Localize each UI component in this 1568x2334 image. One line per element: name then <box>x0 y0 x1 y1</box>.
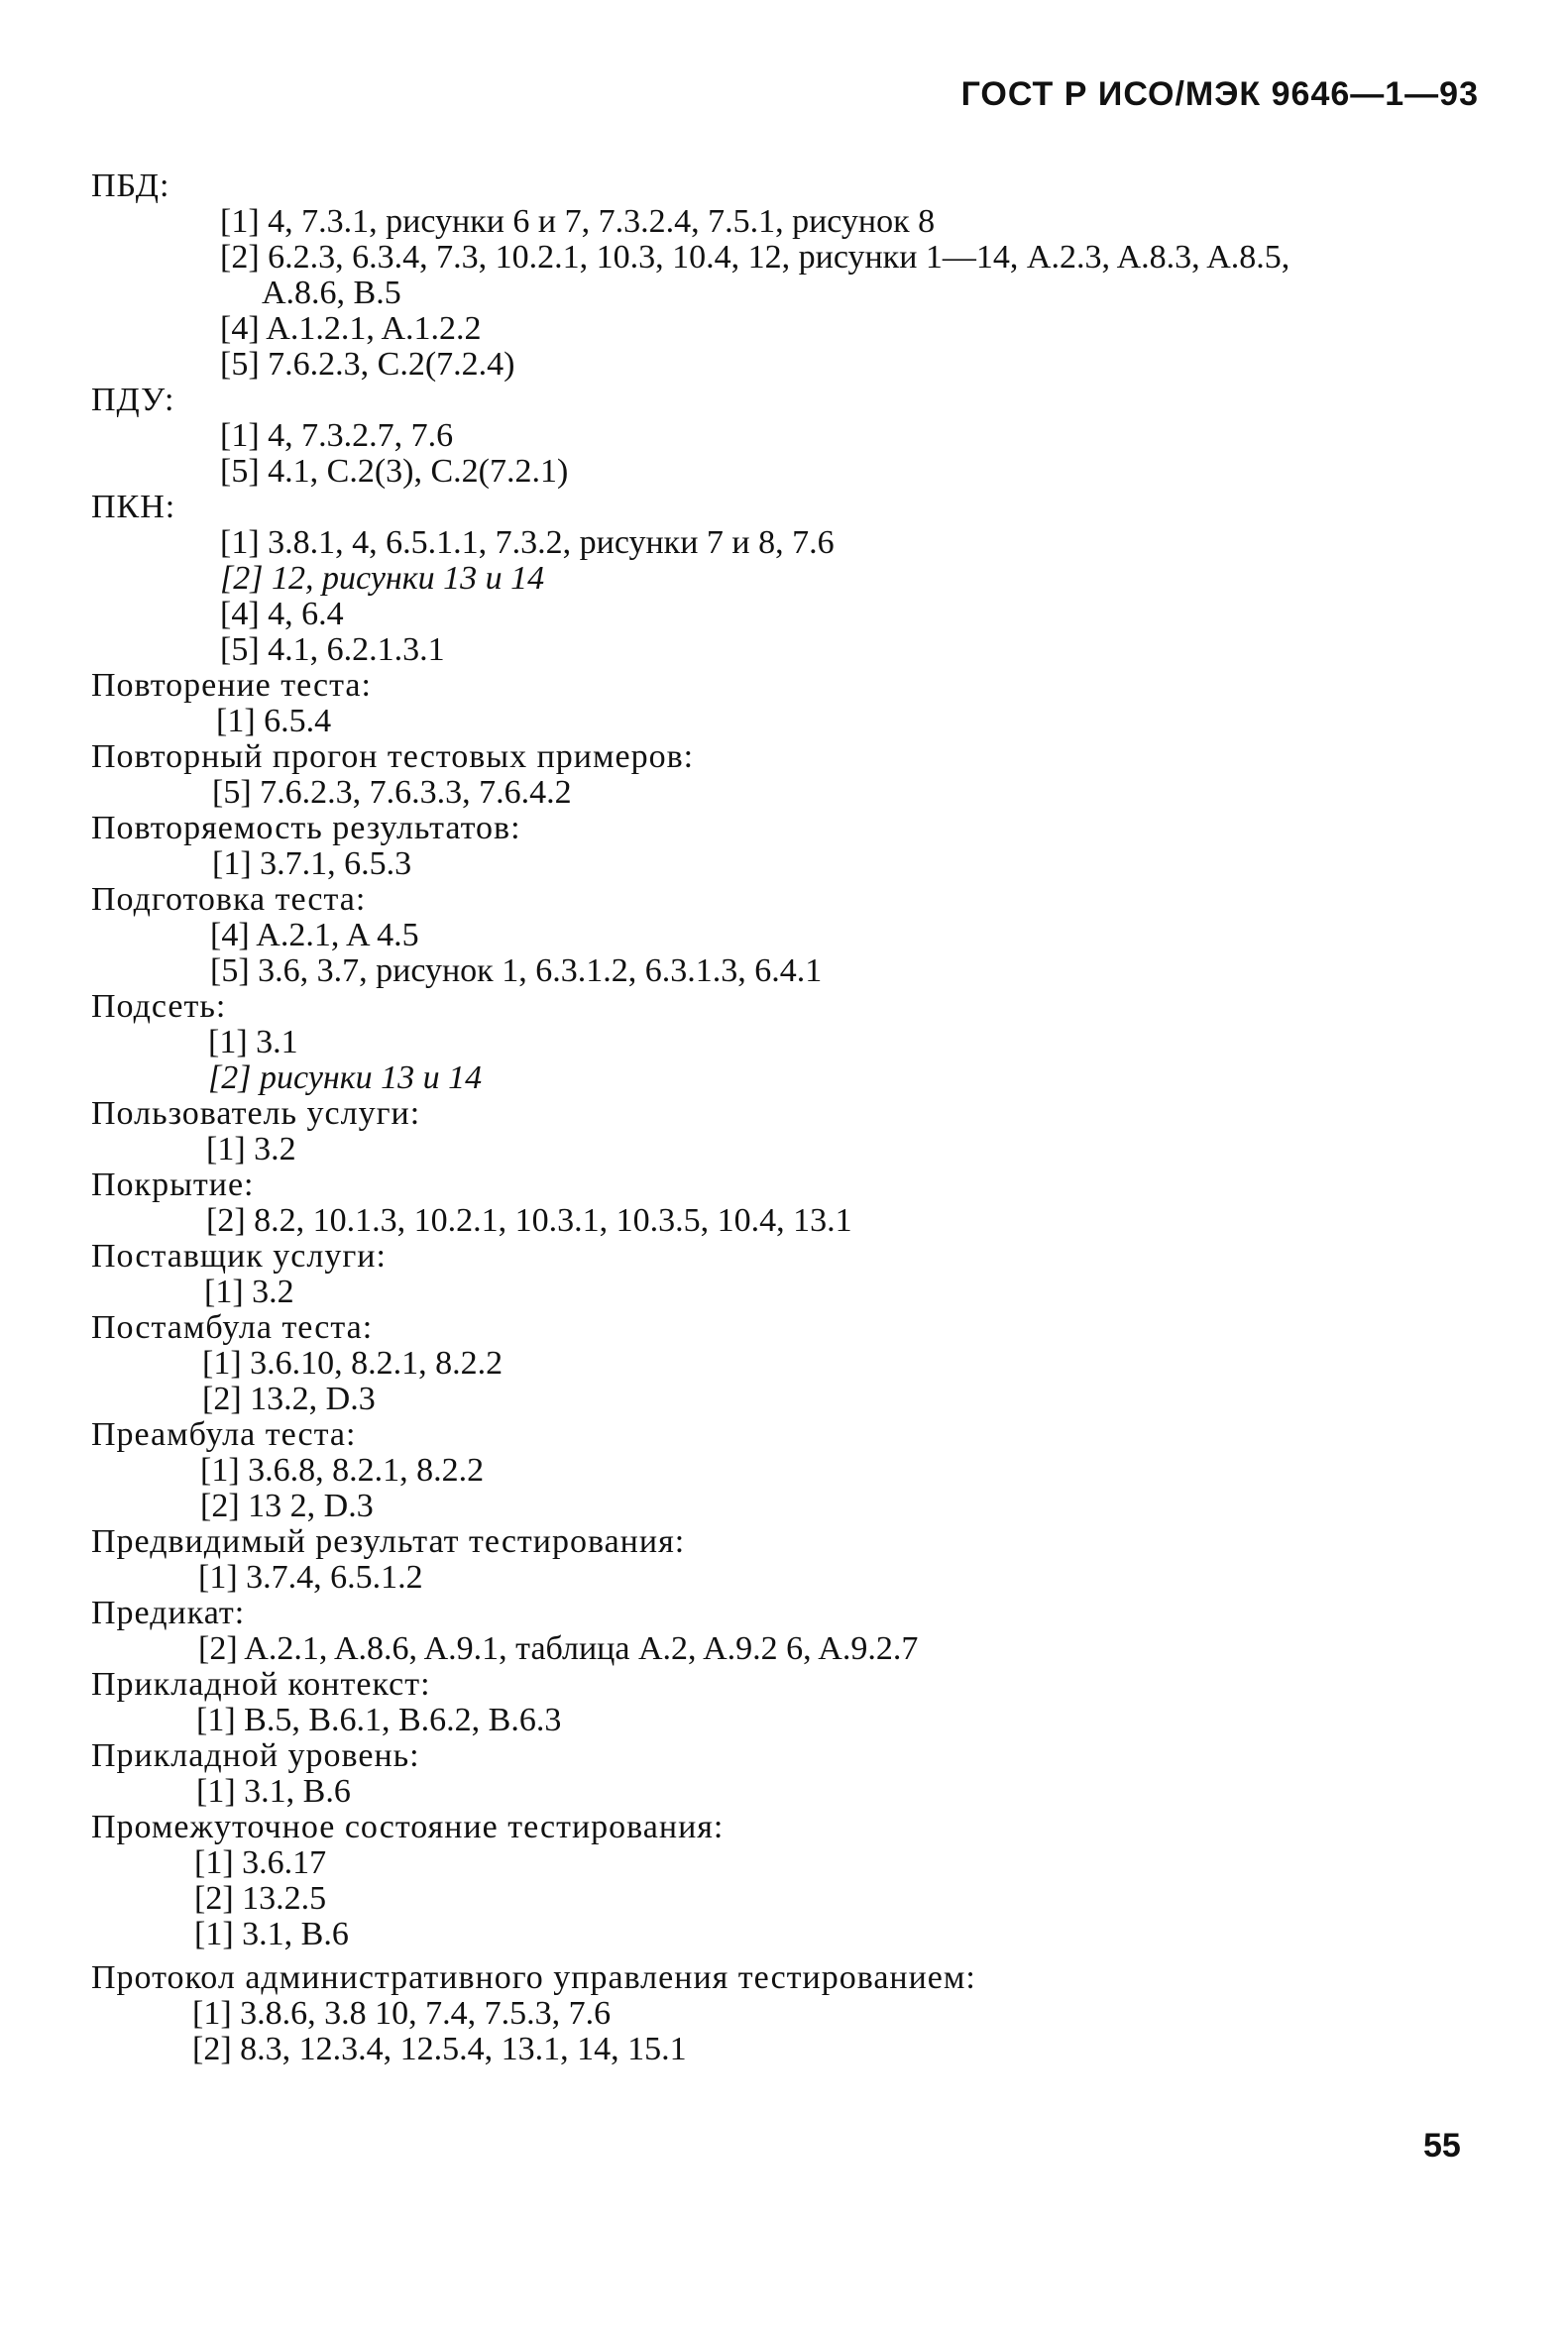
index-entry <box>91 490 1499 668</box>
index-reference-continuation: A.8.6, B.5 <box>262 275 401 311</box>
index-reference: [2] 13.2.5 <box>194 1880 327 1917</box>
index-reference: [4] 4, 6.4 <box>220 596 344 632</box>
index-reference: [2] 8.2, 10.1.3, 10.2.1, 10.3.1, 10.3.5, 10.4, 13.1 <box>206 1202 852 1239</box>
index-term: Прикладной контекст: <box>91 1666 431 1703</box>
index-term: Покрытие: <box>91 1167 255 1203</box>
index-term: Промежуточное состояние тестирования: <box>91 1809 725 1845</box>
index-reference: [4] A.2.1, A 4.5 <box>210 917 419 953</box>
index-term: ПДУ: <box>91 382 175 418</box>
index-entry <box>91 882 1499 989</box>
index-reference: [2] рисунки 13 и 14 <box>208 1059 483 1096</box>
index-reference: [2] 8.3, 12.3.4, 12.5.4, 13.1, 14, 15.1 <box>192 2031 687 2067</box>
document-header: ГОСТ Р ИСО/МЭК 9646—1—93 <box>960 75 1479 113</box>
subject-index <box>91 168 1499 2067</box>
index-reference: [2] 13 2, D.3 <box>200 1488 374 1524</box>
index-term: Повторение теста: <box>91 667 372 704</box>
index-reference: [2] 13.2, D.3 <box>202 1381 376 1417</box>
index-entry <box>91 989 1499 1096</box>
index-entry <box>91 1417 1499 1524</box>
index-term: Пользователь услуги: <box>91 1095 421 1132</box>
index-term: Повторный прогон тестовых примеров: <box>91 738 695 775</box>
index-term: Протокол административного управления тестированием: <box>91 1959 976 1996</box>
index-term: Подготовка теста: <box>91 881 367 918</box>
index-reference: [1] 3.1 <box>208 1024 298 1060</box>
index-reference: [1] 4, 7.3.2.7, 7.6 <box>220 417 454 454</box>
index-reference: [5] 7.6.2.3, 7.6.3.3, 7.6.4.2 <box>212 774 572 811</box>
index-reference: [1] 3.2 <box>206 1131 296 1167</box>
index-term: Прикладной уровень: <box>91 1737 420 1774</box>
index-term: ПКН: <box>91 489 176 525</box>
index-reference: [1] 3.7.1, 6.5.3 <box>212 845 412 882</box>
index-term: Постамбула теста: <box>91 1309 374 1346</box>
index-term: Предикат: <box>91 1595 246 1631</box>
index-entry <box>91 1167 1499 1239</box>
index-reference: [2] 12, рисунки 13 и 14 <box>220 560 545 597</box>
index-entry <box>91 1524 1499 1596</box>
index-term: Подсеть: <box>91 988 227 1025</box>
index-reference: [1] 3.8.1, 4, 6.5.1.1, 7.3.2, рисунки 7 и 8, 7.6 <box>220 524 835 561</box>
index-reference: [5] 4.1, 6.2.1.3.1 <box>220 631 445 668</box>
index-reference: [1] 3.1, B.6 <box>196 1773 351 1810</box>
index-entry <box>91 739 1499 811</box>
index-reference: [1] 3.8.6, 3.8 10, 7.4, 7.5.3, 7.6 <box>192 1995 612 2032</box>
index-entry <box>91 1096 1499 1167</box>
index-reference: [4] A.1.2.1, A.1.2.2 <box>220 310 482 347</box>
index-entry <box>91 668 1499 739</box>
index-reference: [1] 4, 7.3.1, рисунки 6 и 7, 7.3.2.4, 7.5.1, рисунок 8 <box>220 203 936 240</box>
index-reference: [5] 3.6, 3.7, рисунок 1, 6.3.1.2, 6.3.1.3, 6.4.1 <box>210 952 823 989</box>
index-reference: [1] 3.6.17 <box>194 1844 327 1881</box>
index-term: Поставщик услуги: <box>91 1238 387 1275</box>
index-term: Предвидимый результат тестирования: <box>91 1523 686 1560</box>
index-reference: [1] 3.6.8, 8.2.1, 8.2.2 <box>200 1452 485 1489</box>
index-entry <box>91 811 1499 882</box>
index-term: Повторяемость результатов: <box>91 810 521 846</box>
index-entry <box>91 1239 1499 1310</box>
index-reference: [1] B.5, B.6.1, B.6.2, B.6.3 <box>196 1702 562 1738</box>
index-entry <box>91 383 1499 490</box>
index-reference: [1] 3.7.4, 6.5.1.2 <box>198 1559 423 1596</box>
index-entry <box>91 168 1499 383</box>
index-reference: [5] 7.6.2.3, C.2(7.2.4) <box>220 346 515 383</box>
index-entry <box>91 1738 1499 1810</box>
index-term: ПБД: <box>91 167 170 204</box>
index-reference: [1] 3.6.10, 8.2.1, 8.2.2 <box>202 1345 504 1382</box>
index-entry <box>91 1667 1499 1738</box>
index-reference: [2] 6.2.3, 6.3.4, 7.3, 10.2.1, 10.3, 10.4, 12, рисунки 1—14, A.2.3, A.8.3, A.8.5, <box>220 239 1290 276</box>
index-entry <box>91 1310 1499 1417</box>
index-term: Преамбула теста: <box>91 1416 357 1453</box>
page-number: 55 <box>1423 2127 1461 2165</box>
index-entry <box>91 1596 1499 1667</box>
index-entry <box>91 1810 1499 1952</box>
index-reference: [5] 4.1, C.2(3), C.2(7.2.1) <box>220 453 569 490</box>
index-reference: [2] A.2.1, A.8.6, A.9.1, таблица A.2, A.9.2 6, A.9.2.7 <box>198 1630 919 1667</box>
index-entry <box>91 1960 1499 2067</box>
index-reference: [1] 3.1, B.6 <box>194 1916 349 1952</box>
index-reference: [1] 6.5.4 <box>216 703 332 739</box>
index-reference: [1] 3.2 <box>204 1274 294 1310</box>
